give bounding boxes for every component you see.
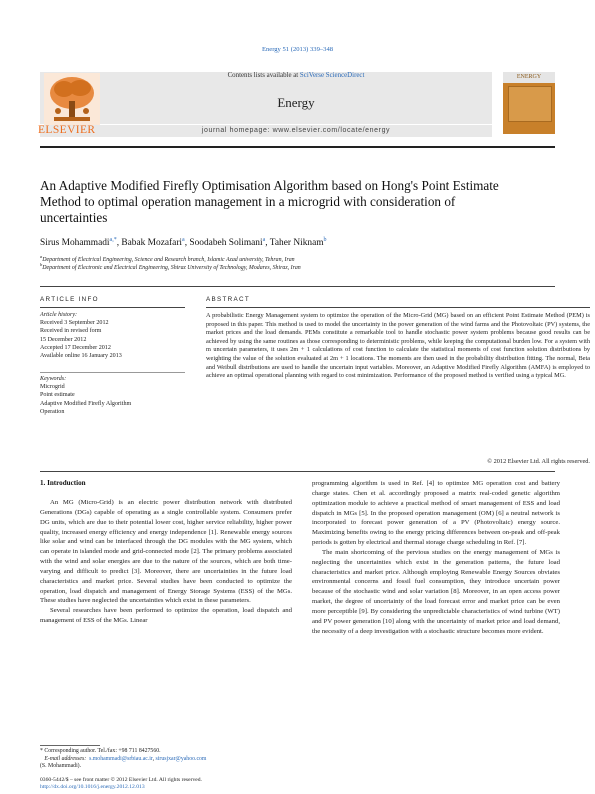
affiliation-mark: b	[40, 262, 43, 267]
email-link[interactable]: sirusjxar@yahoo.com	[155, 755, 207, 762]
copyright: © 2012 Elsevier Ltd. All rights reserved.	[487, 458, 590, 465]
footnote-rule	[40, 745, 100, 746]
cover-artwork	[508, 86, 552, 122]
homepage-prefix: journal homepage:	[201, 127, 273, 134]
author-name[interactable]: Soodabeh Solimani	[189, 238, 263, 249]
elsevier-tree-logo-icon	[44, 73, 100, 125]
author-name[interactable]: Babak Mozafari	[121, 238, 183, 249]
body-rule	[40, 471, 555, 472]
paragraph: Several researches have been performed to optimize the operation, load dispatch and management of ESS of the MGs. Linear	[40, 607, 292, 625]
section-rule	[40, 286, 555, 287]
affiliation-text: Department of Electrical Engineering, Science and Research branch, Islamic Azad university, Tehran, Iran	[42, 256, 295, 263]
history-label: Article history:	[40, 312, 78, 318]
author-name[interactable]: Taher Niknam	[269, 238, 324, 249]
paragraph: An MG (Micro-Grid) is an electric power distribution network with distributed Generations (DGs) capable of operating as a single controllable system. Consumers prefer DG units, which are due to their potential lower cost, higher service reliability, higher power quality, increased energy efficiency and energy independence [1]. Renewable energy sources like solar and wind can be interfaced through the DG modules with the MG system, which can operate in islanded mode and grid-connected mode [2]. The primary problems associated with the wind and solar energies are due to the nature of the sources, which are both time-varying and difficult to predict [3]. Moreover, there are uncertainties in the future load characteristics and market price. Several studies have been conducted to optimize the operation, load dispatch and management of Energy Storage Systems (ESS) of the MGs. These studies have neglected the uncertainties which exist in these parameters.	[40, 499, 292, 605]
homepage-url[interactable]: www.elsevier.com/locate/energy	[272, 127, 391, 134]
contents-prefix: Contents lists available at	[227, 72, 300, 79]
keyword: Point estimate	[40, 392, 75, 399]
corresponding-author: * Corresponding author. Tel./fax: +98 711 8427560.	[40, 748, 161, 754]
author-affil-mark[interactable]: a,*	[109, 237, 117, 243]
email-link[interactable]: s.mohammadi@srbiau.ac.ir	[89, 755, 153, 762]
info-divider	[40, 372, 185, 373]
body-column-left	[40, 498, 292, 626]
paragraph: programming algorithm is used in Ref. [4] to optimize MG operation cost and battery charge states. Chen et al. accordingly proposed a matrix real-coded genetic algorithm optimization module to achieve a practical method of smart management of ESS and load dispatch in MGs [5]. In the proposed operation management (OM) [6] a neutral network is incorporated to forecast power generation of a PV (Photovoltaic) energy source. Maximizing benefits owing to the energy pricing differences between on-peak and off-peak periods is gotten by electrical and thermal storage charge scheduling in Ref. [7].	[312, 480, 560, 547]
keywords-label: Keywords:	[40, 376, 67, 382]
journal-name: Energy	[277, 95, 315, 110]
author-list: Sirus Mohammadi$^{a,*}$, Babak Mozafari$^a$, Soodabeh Solimani$^a$, Taher Niknam$^b$	[40, 237, 327, 249]
keyword: Microgrid	[40, 384, 65, 391]
body-column-right	[312, 479, 560, 637]
author-affil-mark[interactable]: a	[182, 237, 185, 243]
keywords	[40, 375, 185, 416]
cover-title: ENERGY	[516, 74, 542, 80]
author-initials: (S. Mohammadi).	[40, 763, 82, 770]
section-heading: 1. Introduction	[40, 479, 86, 487]
abstract-rule	[206, 307, 590, 308]
abstract-label: ABSTRACT	[206, 296, 250, 303]
author-name[interactable]: Sirus Mohammadi	[40, 238, 110, 249]
email-label: E-mail addresses:	[44, 755, 87, 762]
contents-line	[98, 72, 494, 79]
doi-link[interactable]: http://dx.doi.org/10.1016/j.energy.2012.12.013	[40, 784, 145, 791]
info-rule	[40, 307, 185, 308]
article-title: An Adaptive Modified Firefly Optimisation Algorithm based on Hong's Point Estimate Method to optimal operation management in a microgrid with consideration of uncertainties	[40, 178, 499, 225]
abstract-text: A probabilistic Energy Management system to optimize the operation of the Micro-Grid (MG) based on an efficient Point Estimate Method (PEM) is proposed in this paper. This method is used to model the uncertainty in the power generation of the wind farms and the Photovoltaic (PV) systems, the market prices and the load demands. PEMs constitute a remarkable tool to handle stochastic power system problems because good results can be achieved by using the same routines as those corresponding to deterministic problems, while keeping the computational burden low. For a system with m uncertain parameters, it uses 2m + 1 calculations of cost function to calculate the statistical moments of cost function solution distributions by weighting the value of the solution evaluated at 2m + 1 locations. The moments are then used in the probability distribution fitting. The normal, Beta and Weibull distributions are used to handle the uncertain input variables. Moreover, an Adaptive Modified Firefly Algorithm (AMFA) is employed to achieve an optimal operational planning with regard to cost minimization. Performance of the proposed method is verified using a typical MG.	[206, 312, 590, 380]
journal-citation[interactable]: Energy 51 (2013) 339–348	[261, 46, 334, 53]
history-item: Received 3 September 2012	[40, 320, 109, 327]
paragraph: The main shortcoming of the pervious studies on the energy management of MGs is neglecting the uncertainties which exist in the generation patterns, the future load characteristics and market price. Although employing Renewable Energy Sources obviates environmental concerns and fossil fuel consumption, they introduce uncertain power because of the stochastic wind and solar variation [8]. Moreover, in an open access power market, the degree of uncertainty of the load forecast error and market price can be even more perceptible [9]. By considering the unpredictable characteristics of wind turbine (WT) and PV power generation [10] along with the uncertainty of market price and load demand, the necessity of a deep investigation with a stochastic structure becomes more evident.	[312, 548, 560, 635]
history-item: 15 December 2012	[40, 336, 87, 343]
history-item: Received in revised form	[40, 328, 102, 335]
affiliation-mark: a	[40, 254, 43, 259]
issn-line: 0360-5442/$ – see front matter © 2012 Elsevier Ltd. All rights reserved.	[40, 777, 202, 783]
journal-homepage	[98, 127, 494, 134]
page-footer	[40, 777, 340, 792]
keyword: Adaptive Modified Firefly Algorithm	[40, 400, 132, 407]
author-affil-mark[interactable]: b	[323, 237, 327, 243]
affiliation-text: Department of Electronic and Electrical Engineering, Shiraz University of Technology, Modares, Shiraz, Iran	[42, 264, 301, 271]
publisher-logo[interactable]: ELSEVIER	[38, 124, 96, 136]
article-history	[40, 311, 185, 360]
affiliation	[40, 262, 560, 271]
sciencedirect-link[interactable]: SciVerse ScienceDirect	[299, 72, 365, 79]
article-info-label: ARTICLE INFO	[40, 296, 99, 303]
keyword: Operation	[40, 408, 65, 415]
footnote: * Corresponding author. Tel./fax: +98 711 8427560. E-mail addresses: s.mohammadi@srbiau.ac.ir, sirusjxar@yahoo.com (S. Mohammadi).	[40, 748, 207, 770]
author-affil-mark[interactable]: a	[262, 237, 266, 243]
history-item: Available online 16 January 2013	[40, 353, 122, 360]
history-item: Accepted 17 December 2012	[40, 344, 111, 351]
header-rule	[40, 146, 555, 148]
